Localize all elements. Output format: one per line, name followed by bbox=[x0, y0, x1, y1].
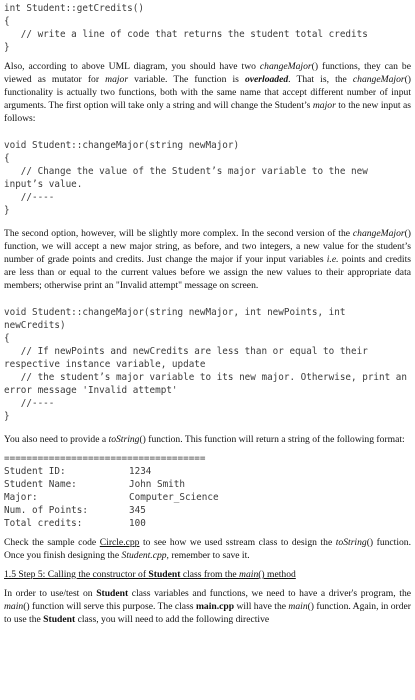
code-line: } bbox=[4, 42, 10, 53]
format-row: Student Name: John Smith bbox=[4, 479, 185, 490]
format-row: Student ID: 1234 bbox=[4, 466, 152, 477]
code-line: { bbox=[4, 16, 10, 27]
code-line: { bbox=[4, 153, 10, 164]
code-line: void Student::changeMajor(string newMajor, int newPoints, int newCredits) bbox=[4, 307, 352, 331]
paragraph-second-option: The second option, however, will be slightly more complex. In the second version of the changeMajor() function, we will accept a new major string, as before, and two integers, a new value for the student’s number of grade points and credits. Just change the major if your input variables i.e. points and credits are less than or equal to the current values before we assign the new values to their appropriate data members; otherwise print an "Invalid attempt" message on screen. bbox=[4, 228, 411, 291]
format-row: Num. of Points: 345 bbox=[4, 505, 146, 516]
code-block-getcredits bbox=[0, 0, 415, 54]
code-comment: //---- bbox=[4, 192, 55, 203]
paragraph-driver-program: In order to use/test on Student class variables and functions, we need to have a driver's program, the main() function will serve this purpose. The class main.cpp will have the main() function. Again, in order to use the Student class, you will need to add the following directive bbox=[4, 588, 411, 625]
circle-cpp-link[interactable]: Circle.cpp bbox=[99, 537, 140, 548]
code-comment: // Change the value of the Student’s major variable to the new input’s value. bbox=[4, 166, 374, 190]
code-block-changemajor-1 bbox=[0, 139, 415, 217]
format-rule: ==================================== bbox=[4, 453, 206, 464]
paragraph-sample-code: Check the sample code Circle.cpp to see how we used sstream class to design the toString() function. Once you finish designing the Student.cpp, remember to save it. bbox=[4, 537, 412, 561]
code-comment: // If newPoints and newCredits are less than or equal to their respective instance variable, update bbox=[4, 346, 374, 370]
code-comment: // write a line of code that returns the student total credits bbox=[4, 29, 368, 40]
code-line: } bbox=[4, 205, 10, 216]
code-line: { bbox=[4, 333, 10, 344]
format-row: Major: Computer_Science bbox=[4, 492, 219, 503]
code-comment: //---- bbox=[4, 398, 55, 409]
section-heading-step5: 1.5 Step 5: Calling the constructor of Student class from the main() method bbox=[4, 569, 296, 580]
code-line: } bbox=[4, 411, 10, 422]
tostring-format-block bbox=[0, 452, 415, 530]
code-line: void Student::changeMajor(string newMajor) bbox=[4, 140, 240, 151]
paragraph-overloaded: Also, according to above UML diagram, you should have two changeMajor() functions, they can be viewed as mutator for major variable. The function is overloaded. That is, the changeMajor() functionality is actually two functions, both with the same name that accept different number of input arguments. The first option will take only a string and will change the Student’s major to the new input as follows: bbox=[4, 61, 412, 124]
code-block-changemajor-2 bbox=[0, 306, 415, 423]
code-line: int Student::getCredits() bbox=[4, 3, 144, 14]
format-row: Total credits: 100 bbox=[4, 518, 146, 529]
paragraph-tostring: You also need to provide a toString() function. This function will return a string of the following format: bbox=[4, 434, 405, 445]
code-comment: // the student’s major variable to its new major. Otherwise, print an error message 'Invalid attempt' bbox=[4, 372, 413, 396]
